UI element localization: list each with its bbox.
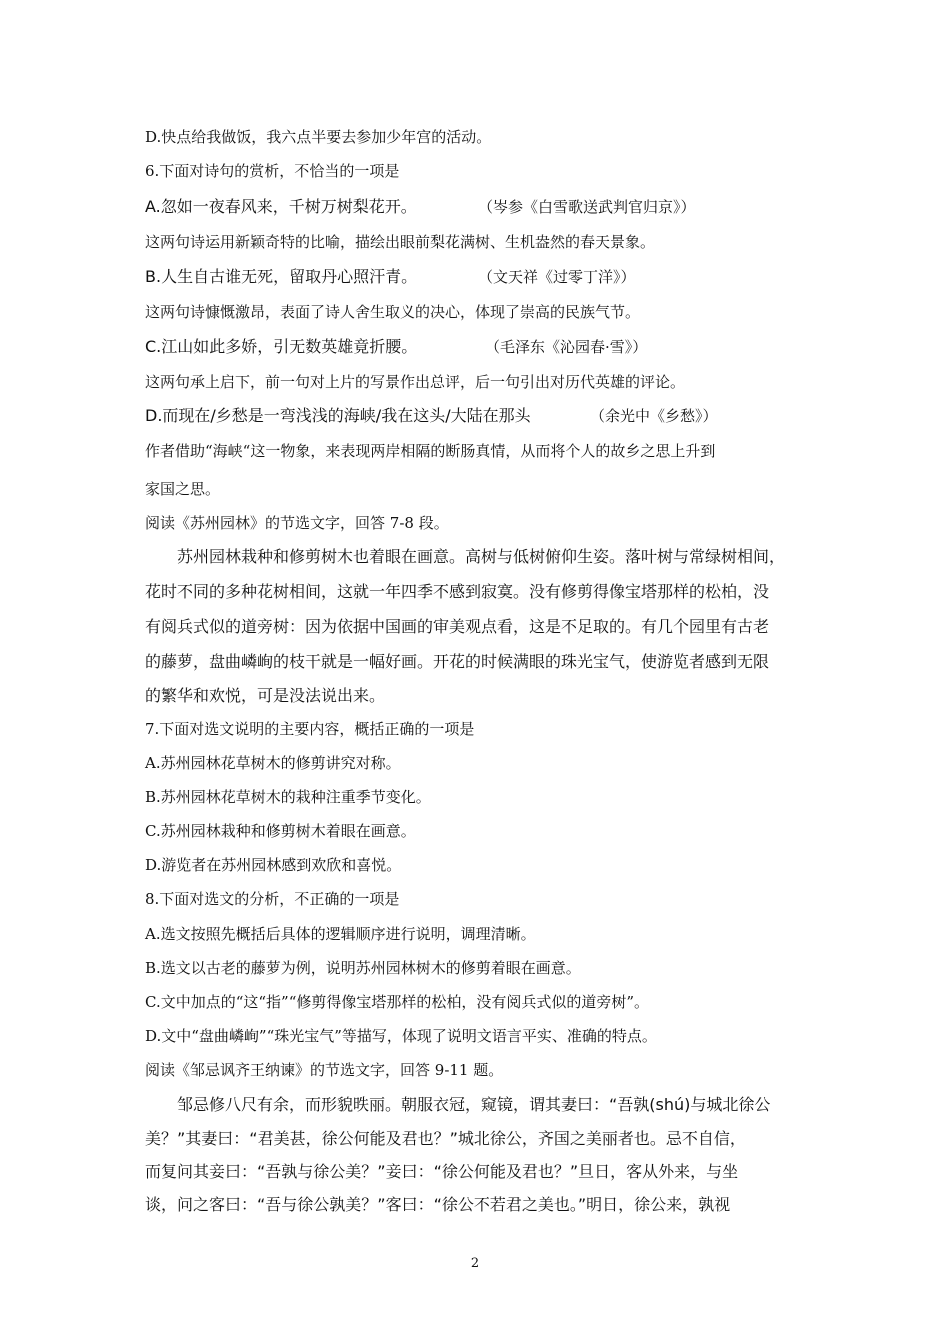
q6-option-d-source: （余光中《乡愁》）: [590, 407, 718, 425]
q8-option: D.文中“盘曲嶙峋”“珠光宝气”等描写，体现了说明文语言平实、准确的特点。: [145, 1027, 657, 1045]
q8-option: C.文中加点的“这“指”“修剪得像宝塔那样的松柏，没有阅兵式似的道旁树”。: [145, 993, 650, 1011]
reading1-passage-line: 的藤萝，盘曲嶙峋的枝干就是一幅好画。开花的时候满眼的珠光宝气，使游览者感到无限: [145, 652, 770, 671]
q5-option-d: D.快点给我做饭，我六点半要去参加少年宫的活动。: [145, 128, 492, 146]
q6-option-a-source: （岑参《白雪歌送武判官归京》）: [478, 198, 696, 216]
q6-option-a-poem: A.忽如一夜春风来，千树万树梨花开。: [145, 197, 417, 216]
q6-option-c-analysis: 这两句承上启下，前一句对上片的写景作出总评，后一句引出对历代英雄的评论。: [145, 373, 686, 391]
reading2-passage-line: 邹忌修八尺有余，而形貌昳丽。朝服衣冠，窥镜，谓其妻曰：“吾孰(shú)与城北徐公: [177, 1095, 771, 1114]
q7-option: C.苏州园林栽种和修剪树木着眼在画意。: [145, 822, 416, 840]
q6-option-c-source: （毛泽东《沁园春·雪》）: [485, 338, 648, 356]
q6-option-b-source: （文天祥《过零丁洋》）: [478, 268, 636, 286]
q7-option: B.苏州园林花草树木的栽种注重季节变化。: [145, 788, 431, 806]
q6-option-d-poem: D.而现在/乡愁是一弯浅浅的海峡/我在这头/大陆在那头: [145, 406, 531, 425]
reading2-intro: 阅读《邹忌讽齐王纳谏》的节选文字，回答 9-11 题。: [145, 1061, 504, 1079]
q6-stem: 6.下面对诗句的赏析，不恰当的一项是: [145, 162, 400, 180]
q8-option: A.选文按照先概括后具体的逻辑顺序进行说明，调理清晰。: [145, 925, 536, 943]
reading1-passage-line: 苏州园林栽种和修剪树木也着眼在画意。高树与低树俯仰生姿。落叶树与常绿树相间，: [177, 547, 786, 566]
reading2-passage-line: 谈，问之客曰：“吾与徐公孰美？”客曰：“徐公不若君之美也。”明日，徐公来，孰视: [145, 1195, 731, 1214]
reading2-passage-line: 而复问其妾曰：“吾孰与徐公美？”妾曰：“徐公何能及君也？”旦日，客从外来，与坐: [145, 1162, 739, 1181]
reading1-passage-line: 有阅兵式似的道旁树：因为依据中国画的审美观点看，这是不足取的。有几个园里有古老: [145, 617, 770, 636]
reading1-passage-line: 的繁华和欢悦，可是没法说出来。: [145, 686, 386, 705]
reading1-intro: 阅读《苏州园林》的节选文字，回答 7-8 段。: [145, 514, 449, 532]
q6-option-a-analysis: 这两句诗运用新颖奇特的比喻，描绘出眼前梨花满树、生机盎然的春天景象。: [145, 233, 656, 251]
q6-option-c-poem: C.江山如此多娇，引无数英雄竟折腰。: [145, 337, 418, 356]
reading1-passage-line: 花时不同的多种花树相间，这就一年四季不感到寂寞。没有修剪得像宝塔那样的松柏，没: [145, 582, 770, 601]
q6-option-d-analysis-1: 作者借助“海峡“这一物象，来表现两岸相隔的断肠真情，从而将个人的故乡之思上升到: [145, 442, 716, 460]
q6-option-d-analysis-2: 家国之思。: [145, 480, 221, 498]
q6-option-b-poem: B.人生自古谁无死，留取丹心照汗青。: [145, 267, 418, 286]
q7-option: D.游览者在苏州园林感到欢欣和喜悦。: [145, 856, 402, 874]
q7-stem: 7.下面对选文说明的主要内容，概括正确的一项是: [145, 720, 475, 738]
page-number: 2: [470, 1256, 480, 1271]
q7-option: A.苏州园林花草树木的修剪讲究对称。: [145, 754, 401, 772]
q8-stem: 8.下面对选文的分析，不正确的一项是: [145, 890, 400, 908]
q8-option: B.选文以古老的藤萝为例，说明苏州园林树木的修剪着眼在画意。: [145, 959, 581, 977]
q6-option-b-analysis: 这两句诗慷慨激昂，表面了诗人舍生取义的决心，体现了崇高的民族气节。: [145, 303, 641, 321]
reading2-passage-line: 美？”其妻曰：“君美甚，徐公何能及君也？”城北徐公，齐国之美丽者也。忌不自信，: [145, 1129, 746, 1148]
